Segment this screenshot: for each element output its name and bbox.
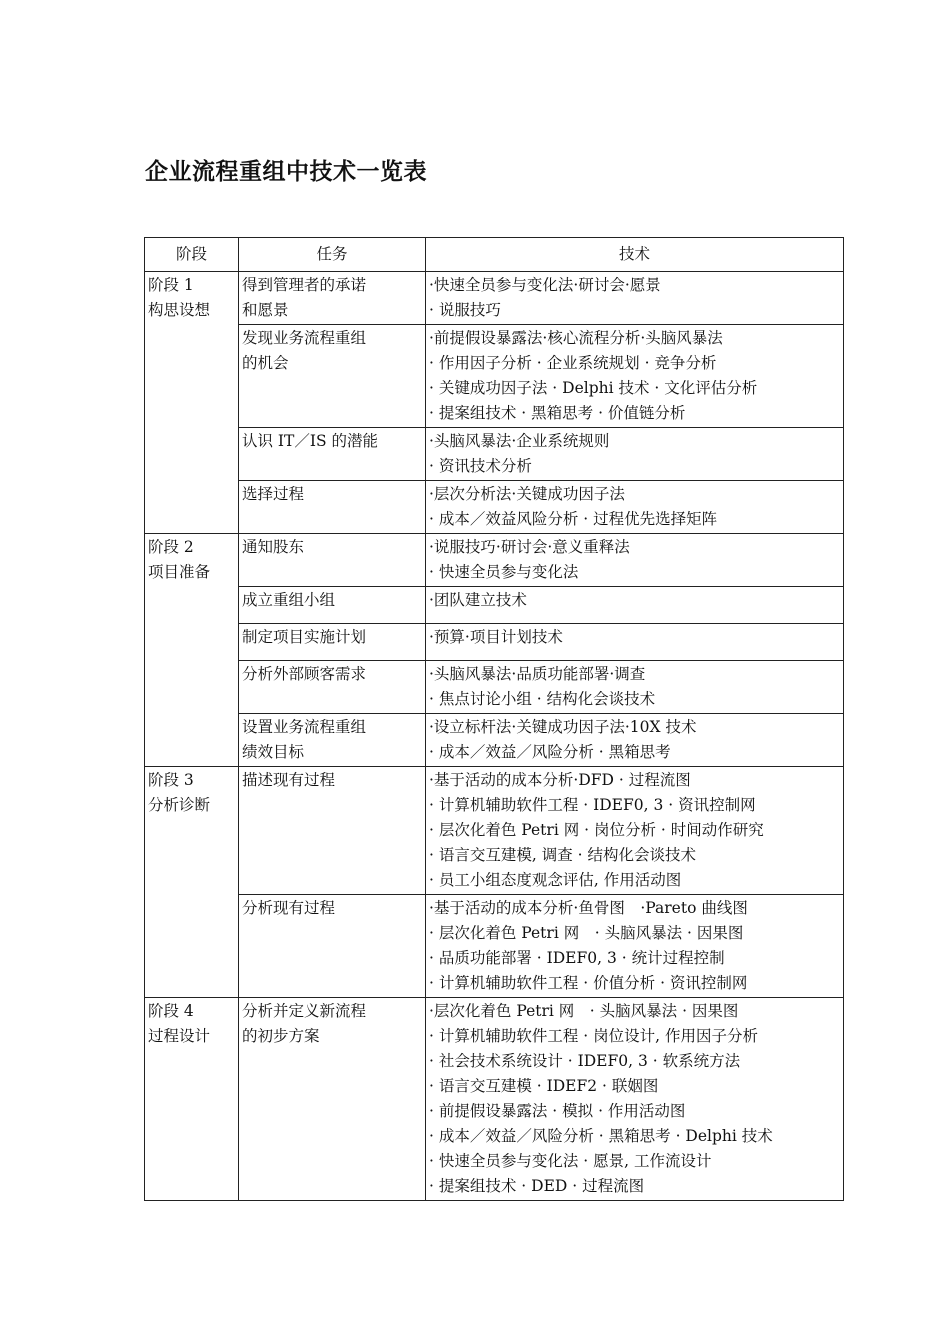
table-row xyxy=(145,895,844,998)
table-header-row xyxy=(145,238,844,272)
task-cell: 分析外部顾客需求 xyxy=(239,661,426,714)
header-task: 任务 xyxy=(239,238,426,272)
phase-cell: 阶段 4 过程设计 xyxy=(145,998,239,1201)
phase-cell: 阶段 3 分析诊断 xyxy=(145,767,239,998)
task-cell: 通知股东 xyxy=(239,534,426,587)
phase-cell: 阶段 1 构思设想 xyxy=(145,272,239,534)
task-cell: 制定项目实施计划 xyxy=(239,624,426,661)
table-row xyxy=(145,272,844,325)
task-cell: 成立重组小组 xyxy=(239,587,426,624)
tech-cell: ·头脑风暴法·企业系统规则 · 资讯技术分析 xyxy=(426,428,844,481)
tech-cell: ·基于活动的成本分析·鱼骨图 ·Pareto 曲线图 · 层次化着色 Petri 网 · 头脑风暴法 · 因果图 · 品质功能部署 · IDEF0, 3 · 统计过程控制 · 计算机辅助软件工程 · 价值分析 · 资讯控制网 xyxy=(426,895,844,998)
task-cell: 发现业务流程重组 的机会 xyxy=(239,325,426,428)
table-row xyxy=(145,587,844,624)
table-row xyxy=(145,534,844,587)
task-cell: 认识 IT／IS 的潜能 xyxy=(239,428,426,481)
task-cell: 选择过程 xyxy=(239,481,426,534)
tech-cell: ·基于活动的成本分析·DFD · 过程流图 · 计算机辅助软件工程 · IDEF0, 3 · 资讯控制网 · 层次化着色 Petri 网 · 岗位分析 · 时间动作研究 · 语言交互建模, 调查 · 结构化会谈技术 · 员工小组态度观念评估, 作用活动图 xyxy=(426,767,844,895)
task-cell: 分析并定义新流程 的初步方案 xyxy=(239,998,426,1201)
table-row xyxy=(145,481,844,534)
table-row xyxy=(145,767,844,895)
table-row xyxy=(145,998,844,1201)
task-cell: 描述现有过程 xyxy=(239,767,426,895)
table-row xyxy=(145,661,844,714)
table-row xyxy=(145,428,844,481)
table-row xyxy=(145,714,844,767)
tech-cell: ·团队建立技术 xyxy=(426,587,844,624)
tech-cell: ·头脑风暴法·品质功能部署·调查 · 焦点讨论小组 · 结构化会谈技术 xyxy=(426,661,844,714)
table-row xyxy=(145,325,844,428)
tech-cell: ·快速全员参与变化法·研讨会·愿景 · 说服技巧 xyxy=(426,272,844,325)
task-cell: 得到管理者的承诺 和愿景 xyxy=(239,272,426,325)
tech-cell: ·层次分析法·关键成功因子法 · 成本／效益风险分析 · 过程优先选择矩阵 xyxy=(426,481,844,534)
task-cell: 分析现有过程 xyxy=(239,895,426,998)
tech-cell: ·设立标杆法·关键成功因子法·10X 技术 · 成本／效益／风险分析 · 黑箱思考 xyxy=(426,714,844,767)
tech-cell: ·层次化着色 Petri 网 · 头脑风暴法 · 因果图 · 计算机辅助软件工程 · 岗位设计, 作用因子分析 · 社会技术系统设计 · IDEF0, 3 · 软系统方法 · 语言交互建模 · IDEF2 · 联姻图 · 前提假设暴露法 · 模拟 · 作用活动图 · 成本／效益／风险分析 · 黑箱思考 · Delphi 技术 · 快速全员参与变化法 · 愿景, 工作流设计 · 提案组技术 · DED · 过程流图 xyxy=(426,998,844,1201)
phase-cell: 阶段 2 项目准备 xyxy=(145,534,239,767)
page-title: 企业流程重组中技术一览表 xyxy=(145,159,427,185)
technique-table xyxy=(144,237,844,1201)
tech-cell: ·前提假设暴露法·核心流程分析·头脑风暴法 · 作用因子分析 · 企业系统规划 · 竞争分析 · 关键成功因子法 · Delphi 技术 · 文化评估分析 · 提案组技术 · 黑箱思考 · 价值链分析 xyxy=(426,325,844,428)
task-cell: 设置业务流程重组 绩效目标 xyxy=(239,714,426,767)
header-tech: 技术 xyxy=(426,238,844,272)
tech-cell: ·预算·项目计划技术 xyxy=(426,624,844,661)
tech-cell: ·说服技巧·研讨会·意义重释法 · 快速全员参与变化法 xyxy=(426,534,844,587)
table-row xyxy=(145,624,844,661)
header-phase: 阶段 xyxy=(145,238,239,272)
